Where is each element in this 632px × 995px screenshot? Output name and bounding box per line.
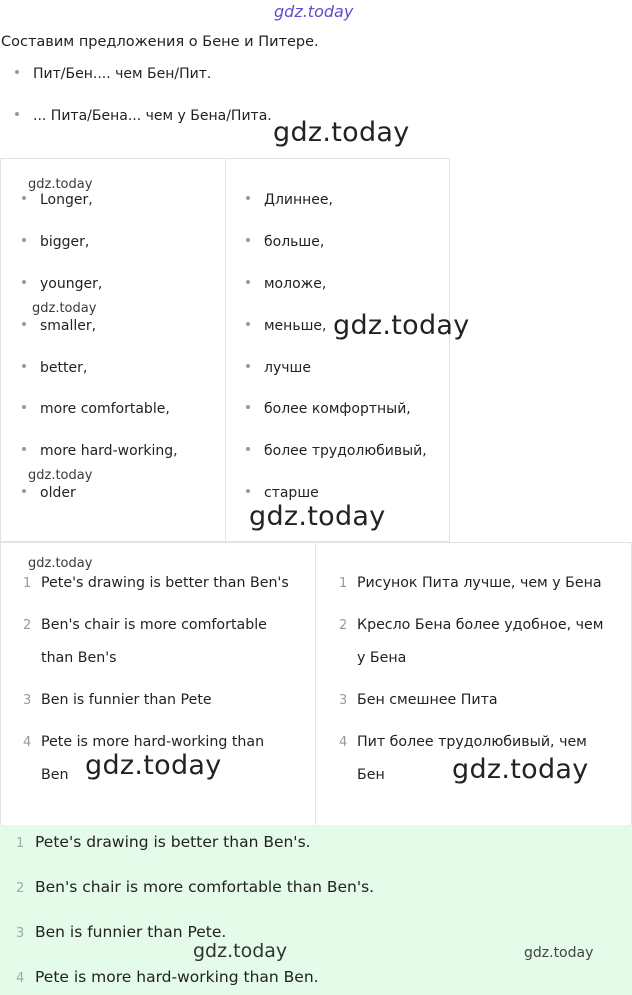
watermark-top: gdz.today xyxy=(274,2,354,21)
word-table-russian-item xyxy=(246,318,326,334)
word-table-english-item xyxy=(22,192,93,208)
answer-number: 2 xyxy=(16,881,25,896)
word-ru-text: более комфортный, xyxy=(264,401,411,417)
word-table-english-item xyxy=(22,443,178,459)
answer-number: 3 xyxy=(16,926,25,941)
watermark: gdz.today xyxy=(273,117,410,148)
sentence-line: Пит более трудолюбивый, чем xyxy=(357,734,587,750)
word-table-russian-item xyxy=(246,401,411,417)
word-ru-text: старше xyxy=(264,485,319,501)
bullet-dot-icon xyxy=(246,280,250,284)
answer-line: Pete's drawing is better than Ben's. xyxy=(35,833,311,851)
word-en-text: older xyxy=(40,485,76,501)
bullet-dot-icon xyxy=(15,70,19,74)
word-ru-text: Длиннее, xyxy=(264,192,333,208)
bullet-dot-icon xyxy=(246,405,250,409)
word-table-russian-item xyxy=(246,485,319,501)
sentence-number: 3 xyxy=(339,693,348,708)
intro-bullet-text: Пит/Бен.... чем Бен/Пит. xyxy=(33,66,212,82)
word-table-english-item xyxy=(22,401,170,417)
watermark: gdz.today xyxy=(32,301,97,316)
bullet-dot-icon xyxy=(246,489,250,493)
watermark: gdz.today xyxy=(28,556,93,571)
watermark: gdz.today xyxy=(452,754,589,785)
sentence-line: Pete is more hard-working than xyxy=(41,734,265,750)
word-table-russian-item xyxy=(246,192,333,208)
watermark: gdz.today xyxy=(28,177,93,192)
bullet-dot-icon xyxy=(22,489,26,493)
answer-number: 4 xyxy=(16,971,25,986)
bullet-dot-icon xyxy=(22,196,26,200)
sentence-number: 2 xyxy=(23,618,32,633)
watermark: gdz.today xyxy=(249,501,386,532)
sentence-line: Pete's drawing is better than Ben's xyxy=(41,575,289,591)
word-table-english-item xyxy=(22,318,96,334)
watermark: gdz.today xyxy=(193,940,288,962)
bullet-dot-icon xyxy=(246,196,250,200)
sentence-line: Кресло Бена более удобное, чем xyxy=(357,617,604,633)
word-ru-text: меньше, xyxy=(264,318,327,334)
bullet-dot-icon xyxy=(22,447,26,451)
sentence-line: Ben is funnier than Pete xyxy=(41,692,212,708)
word-table-english-item xyxy=(22,234,89,250)
bullet-dot-icon xyxy=(246,447,250,451)
sentence-line: Рисунок Пита лучше, чем у Бена xyxy=(357,575,602,591)
word-en-text: better, xyxy=(40,360,88,376)
word-en-text: smaller, xyxy=(40,318,97,334)
bullet-dot-icon xyxy=(22,322,26,326)
watermark: gdz.today xyxy=(85,750,222,781)
word-ru-text: больше, xyxy=(264,234,325,250)
sentence-line: у Бена xyxy=(357,650,407,666)
word-en-text: Longer, xyxy=(40,192,93,208)
word-ru-text: более трудолюбивый, xyxy=(264,443,427,459)
word-table-russian-item xyxy=(246,443,427,459)
bullet-dot-icon xyxy=(22,405,26,409)
intro-bullet xyxy=(15,66,211,82)
word-ru-text: лучше xyxy=(264,360,311,376)
word-en-text: younger, xyxy=(40,276,103,292)
bullet-dot-icon xyxy=(246,364,250,368)
sentence-number: 4 xyxy=(339,735,348,750)
word-en-text: more comfortable, xyxy=(40,401,170,417)
word-table-english-item xyxy=(22,276,102,292)
intro-heading: Составим предложения о Бене и Питере. xyxy=(1,34,319,50)
word-ru-text: моложе, xyxy=(264,276,327,292)
answer-line: Ben's chair is more comfortable than Ben's. xyxy=(35,878,375,896)
word-table-english-item xyxy=(22,360,87,376)
watermark: gdz.today xyxy=(524,945,594,961)
sentence-number: 2 xyxy=(339,618,348,633)
sentence-line: Бен смешнее Пита xyxy=(357,692,498,708)
word-table-russian-item xyxy=(246,234,324,250)
bullet-dot-icon xyxy=(246,238,250,242)
watermark: gdz.today xyxy=(333,310,470,341)
word-en-text: bigger, xyxy=(40,234,90,250)
word-en-text: more hard-working, xyxy=(40,443,178,459)
bullet-dot-icon xyxy=(246,322,250,326)
sentence-number: 1 xyxy=(339,576,348,591)
answer-number: 1 xyxy=(16,836,25,851)
answer-line: Ben is funnier than Pete. xyxy=(35,923,227,941)
bullet-dot-icon xyxy=(15,112,19,116)
answer-line: Pete is more hard-working than Ben. xyxy=(35,968,319,986)
bullet-dot-icon xyxy=(22,280,26,284)
word-table-russian-item xyxy=(246,276,326,292)
watermark: gdz.today xyxy=(28,468,93,483)
sentence-number: 3 xyxy=(23,693,32,708)
sentence-line: Ben xyxy=(41,767,69,783)
sentence-number: 1 xyxy=(23,576,32,591)
sentence-line: than Ben's xyxy=(41,650,117,666)
bullet-dot-icon xyxy=(22,238,26,242)
word-table-english-item xyxy=(22,485,76,501)
sentence-line: Ben's chair is more comfortable xyxy=(41,617,267,633)
word-table-russian-item xyxy=(246,360,311,376)
bullet-dot-icon xyxy=(22,364,26,368)
intro-bullet xyxy=(15,108,272,124)
sentence-number: 4 xyxy=(23,735,32,750)
intro-bullet-text: ... Пита/Бена... чем у Бена/Пита. xyxy=(33,108,272,124)
sentence-line: Бен xyxy=(357,767,385,783)
